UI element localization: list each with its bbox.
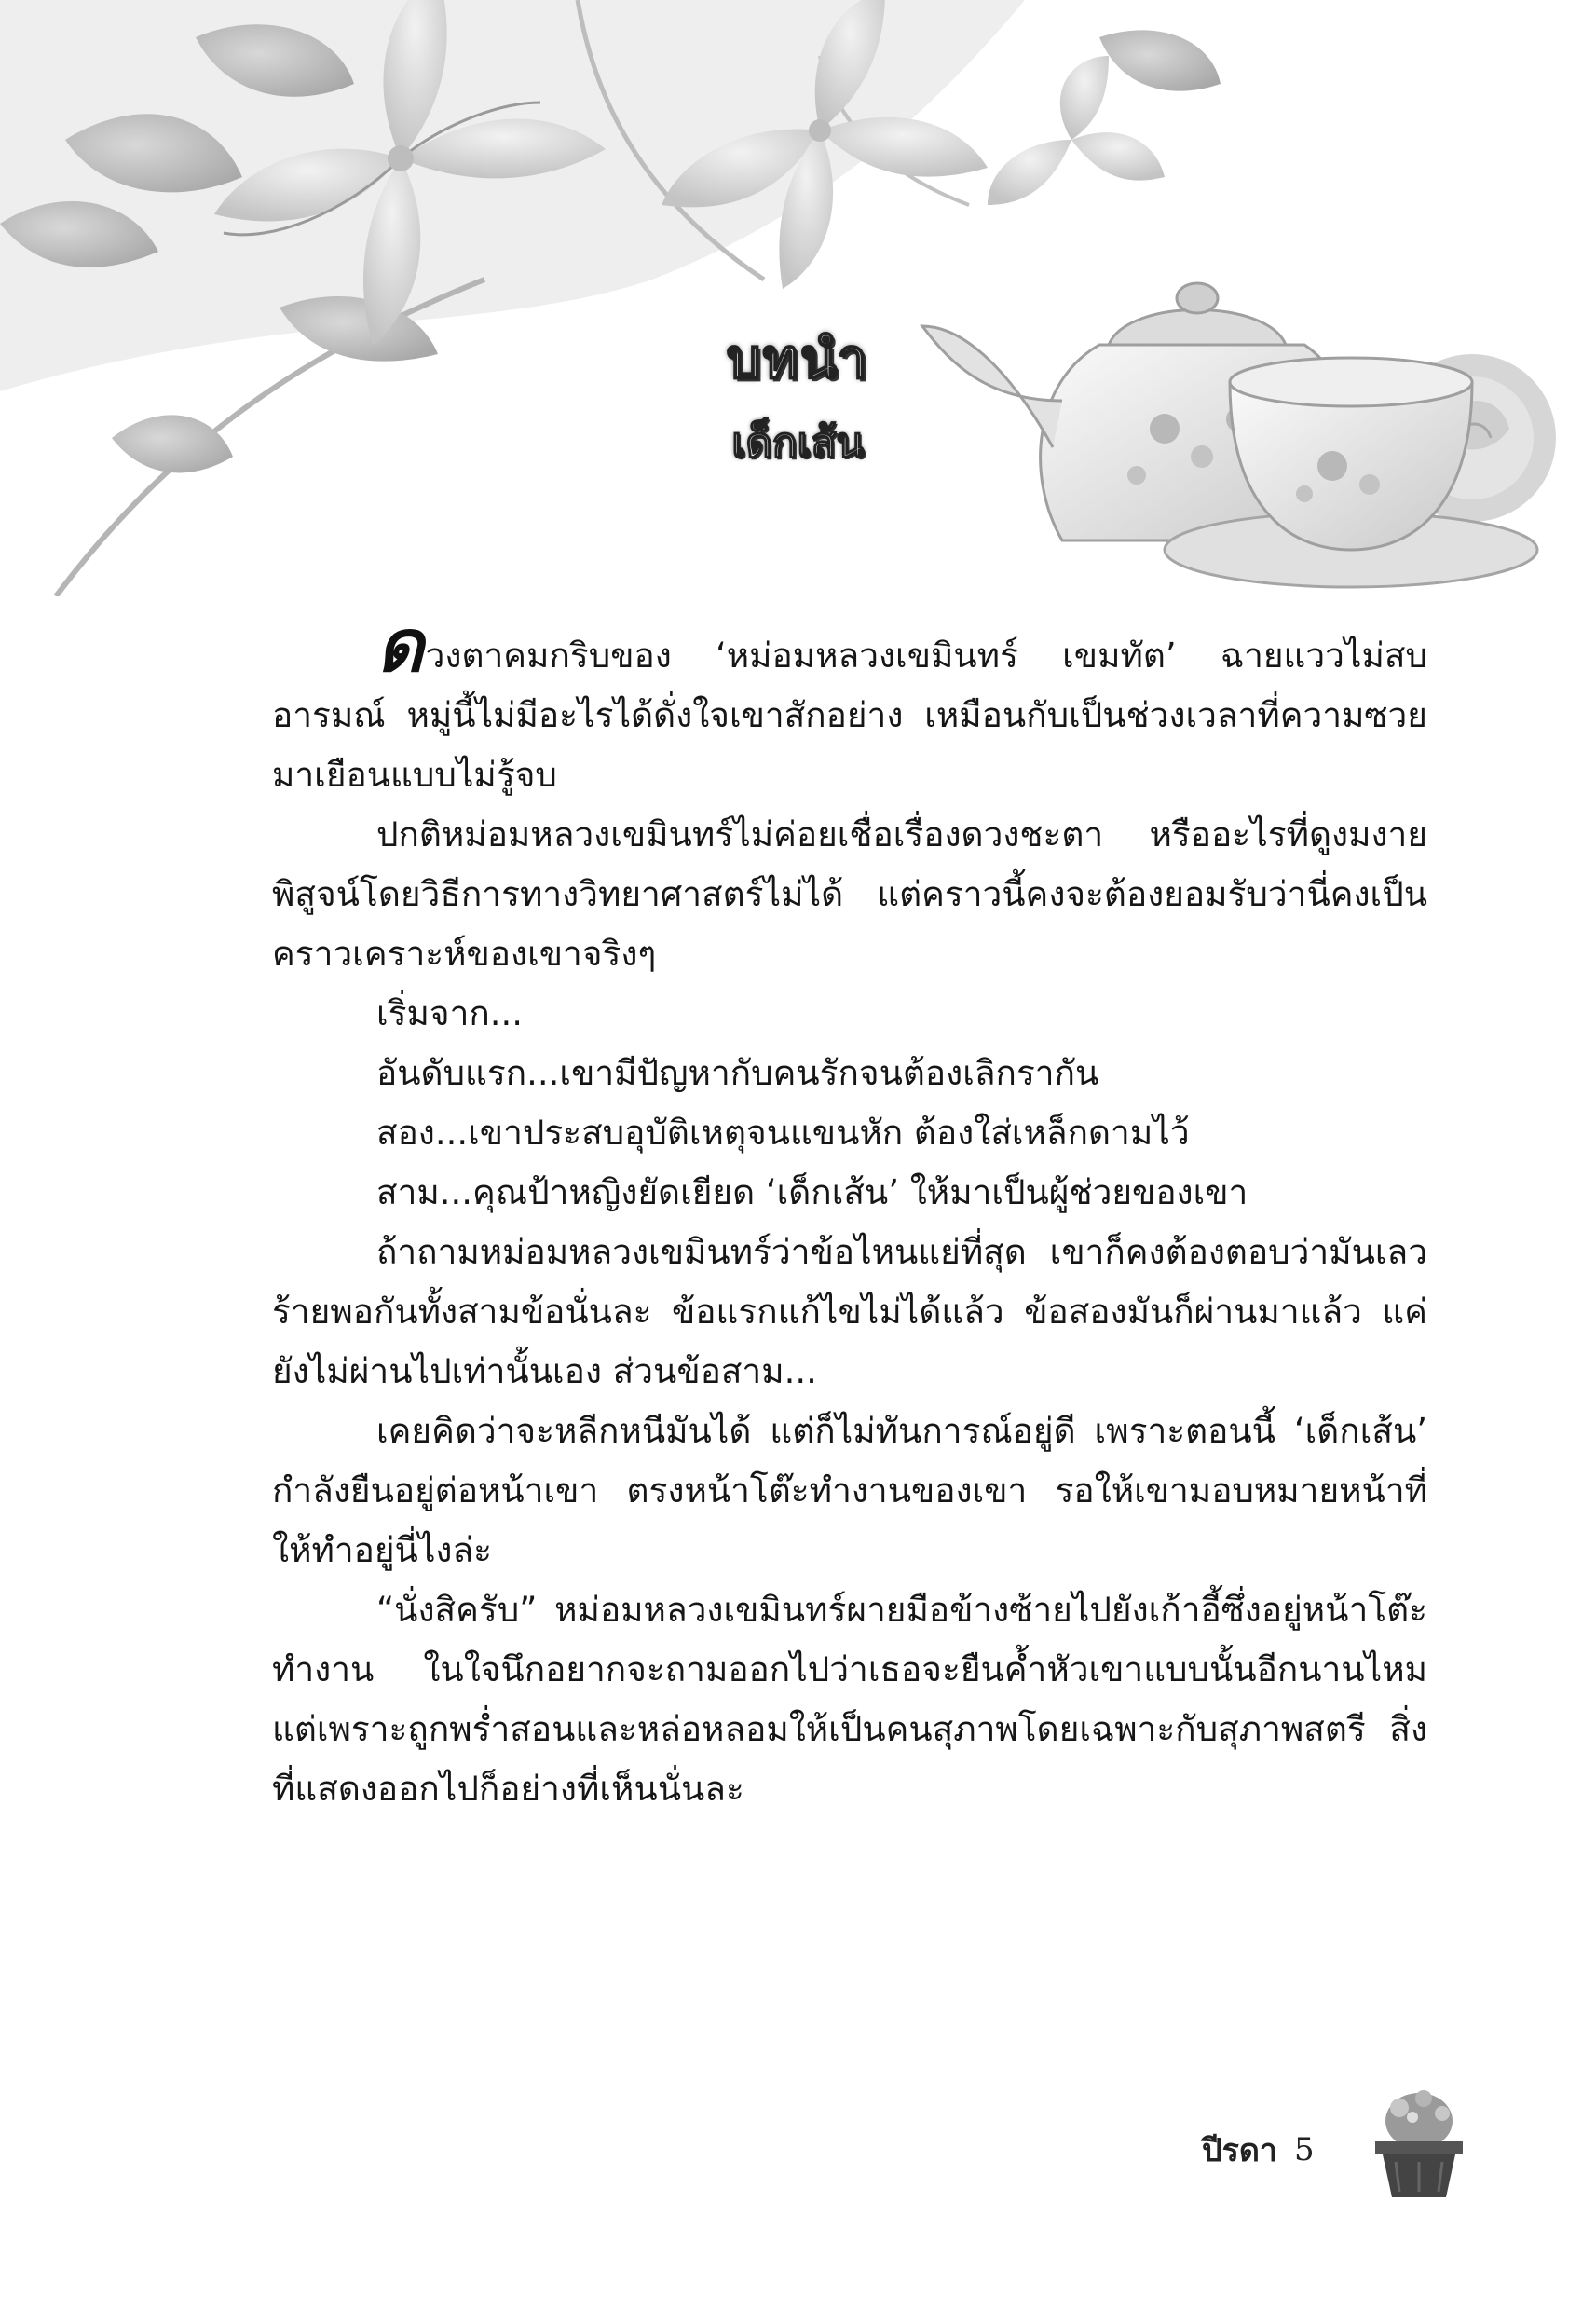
paragraph-9: “นั่งสิครับ” หม่อมหลวงเขมินทร์ผายมือข้างซ้ายไปยังเก้าอี้ซึ่งอยู่หน้าโต๊ะทำงาน ในใจนึกอยากจะถามออกไปว่าเธอจะยืนค้ำหัวเขาแบบนั้นอีกนานไหม แต่เพราะถูกพร่ำสอนและหล่อหลอมให้เป็นคนสุภาพโดยเฉพาะกับสุภาพสตรี สิ่งที่แสดงออกไปก็อย่างที่เห็นนั่นละ (272, 1590, 1427, 1809)
chapter-title: บทนำ (726, 327, 870, 390)
list-item-first: อันดับแรก...เขามีปัญหากับคนรักจนต้องเลิกรากัน (376, 1053, 1099, 1093)
paragraph-7: ถ้าถามหม่อมหลวงเขมินทร์ว่าข้อไหนแย่ที่สุด เขาก็คงต้องตอบว่ามันเลวร้ายพอกันทั้งสามข้อนั่นละ ข้อแรกแก้ไขไม่ได้แล้ว ข้อสองมันก็ผ่านมาแล้ว แค่ยังไม่ผ่านไปเท่านั้นเอง ส่วนข้อสาม... (272, 1232, 1427, 1391)
cactus-pot-icon (1368, 2089, 1470, 2199)
list-item-second: สอง...เขาประสบอุบัติเหตุจนแขนหัก ต้องใส่เหล็กดามไว้ (376, 1113, 1190, 1153)
paragraph-1 (272, 605, 1427, 805)
page-footer (1202, 2125, 1315, 2175)
author-name: ปีรดา (1202, 2132, 1278, 2169)
paragraph-3: เริ่มจาก... (376, 993, 524, 1033)
chapter-body (272, 605, 1427, 1819)
dropcap: ด (376, 605, 424, 689)
chapter-subtitle: เด็กเส้น (731, 419, 865, 467)
header-illustration (0, 0, 1596, 596)
page-number: 5 (1294, 2131, 1315, 2168)
paragraph-1-text: วงตาคมกริบของ ‘หม่อมหลวงเขมินทร์ เขมทัต’ ฉายแววไม่สบอารมณ์ หมู่นี้ไม่มีอะไรได้ดั่งใจเขาสักอย่าง เหมือนกับเป็นช่วงเวลาที่ความซวยมาเยือนแบบไม่รู้จบ (272, 636, 1427, 795)
list-item-third: สาม...คุณป้าหญิงยัดเยียด ‘เด็กเส้น’ ให้มาเป็นผู้ช่วยของเขา (376, 1172, 1248, 1212)
paragraph-8: เคยคิดว่าจะหลีกหนีมันได้ แต่ก็ไม่ทันการณ์อยู่ดี เพราะตอนนี้ ‘เด็กเส้น’ กำลังยืนอยู่ต่อหน้าเขา ตรงหน้าโต๊ะทำงานของเขา รอให้เขามอบหมายหน้าที่ให้ทำอยู่นี่ไงล่ะ (272, 1411, 1427, 1570)
paragraph-2: ปกติหม่อมหลวงเขมินทร์ไม่ค่อยเชื่อเรื่องดวงชะตา หรืออะไรที่ดูงมงายพิสูจน์โดยวิธีการทางวิทยาศาสตร์ไม่ได้ แต่คราวนี้คงจะต้องยอมรับว่านี่คงเป็นคราวเคราะห์ของเขาจริงๆ (272, 814, 1427, 974)
